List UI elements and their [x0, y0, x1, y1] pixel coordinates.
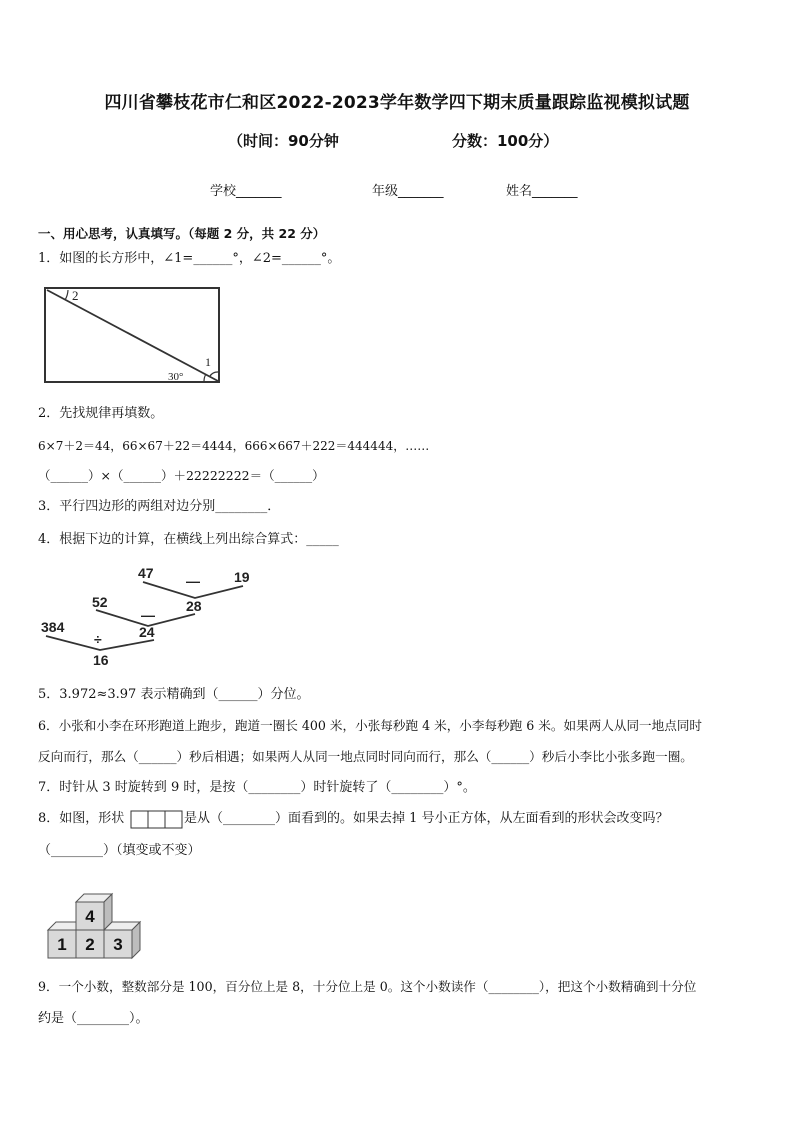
section-heading: 一、用心思考，认真填写。（每题 2 分，共 22 分） [38, 226, 326, 241]
divide-sign: ÷ [94, 631, 102, 647]
cube-2-label: 2 [85, 935, 95, 954]
question-8-line-2: （________）（填变或不变） [38, 843, 201, 858]
rectangle-diagonal [47, 290, 218, 381]
question-2: 2．先找规律再填数。 [38, 406, 164, 421]
number-16: 16 [93, 652, 109, 668]
question-4: 4．根据下边的计算，在横线上列出综合算式：_____ [38, 532, 339, 547]
minus-sign-2: — [141, 607, 155, 623]
cube-3-label: 3 [113, 935, 123, 954]
minus-sign-1: — [186, 573, 200, 589]
school-field: 学校_______ [210, 184, 282, 199]
angle-30-label: 30° [168, 371, 184, 383]
calculation-tree-figure [38, 562, 268, 674]
angle-1-arc [210, 372, 218, 376]
angle-30-arc [204, 374, 206, 381]
question-2-fill: （______）×（______）＋22222222＝（______） [38, 468, 325, 483]
cube-1-label: 1 [57, 935, 67, 954]
question-5: 5．3.972≈3.97 表示精确到（______）分位。 [38, 687, 310, 702]
question-2-pattern: 6×7＋2＝44，66×67＋22＝4444，666×667＋222＝444444，…… [38, 439, 430, 453]
number-384: 384 [41, 619, 65, 635]
shape-square-2 [148, 811, 165, 828]
question-9-line-2: 约是（________）。 [38, 1011, 149, 1026]
number-47: 47 [138, 565, 154, 581]
question-8-suffix: 是从（________）面看到的。如果去掉 1 号小正方体，从左面看到的形状会改变吗？ [184, 811, 669, 826]
question-6-line-2: 反向而行，那么（______）秒后相遇；如果两人从同一地点同时同向而行，那么（______）秒后小李比小张多跑一圈。 [38, 749, 693, 764]
exam-time: （时间：90分钟 [228, 132, 339, 150]
rectangle-figure [38, 284, 224, 386]
name-field: 姓名_______ [506, 184, 578, 199]
exam-score: 分数：100分） [452, 132, 559, 150]
number-28: 28 [186, 598, 202, 614]
angle-2-arc [65, 290, 68, 300]
page-title: 四川省攀枝花市仁和区2022-2023学年数学四下期末质量跟踪监视模拟试题 [104, 93, 690, 113]
question-7: 7．时针从 3 时旋转到 9 时，是按（________）时针旋转了（________）°。 [38, 780, 476, 795]
three-squares-shape [130, 810, 184, 830]
number-19: 19 [234, 569, 250, 585]
angle-2-label: 2 [72, 288, 79, 303]
question-8-prefix: 8．如图，形状 [38, 811, 125, 826]
question-6-line-1: 6．小张和小李在环形跑道上跑步，跑道一圈长 400 米，小张每秒跑 4 米，小李每秒跑 6 米。如果两人从同一地点同时 [38, 718, 703, 733]
number-52: 52 [92, 594, 108, 610]
cube-1-top [48, 922, 76, 930]
grade-field: 年级_______ [372, 184, 444, 199]
cube-stack-figure [40, 884, 152, 960]
shape-square-3 [165, 811, 182, 828]
angle-1-label: 1 [205, 355, 211, 369]
shape-square-1 [131, 811, 148, 828]
question-9-line-1: 9．一个小数，整数部分是 100，百分位上是 8，十分位上是 0。这个小数读作（________），把这个小数精确到十分位 [38, 979, 697, 994]
cube-4-label: 4 [85, 907, 95, 926]
question-1: 1．如图的长方形中，∠1=______°，∠2=______°。 [38, 251, 341, 266]
number-24: 24 [139, 624, 155, 640]
question-3: 3．平行四边形的两组对边分别________． [38, 499, 281, 514]
